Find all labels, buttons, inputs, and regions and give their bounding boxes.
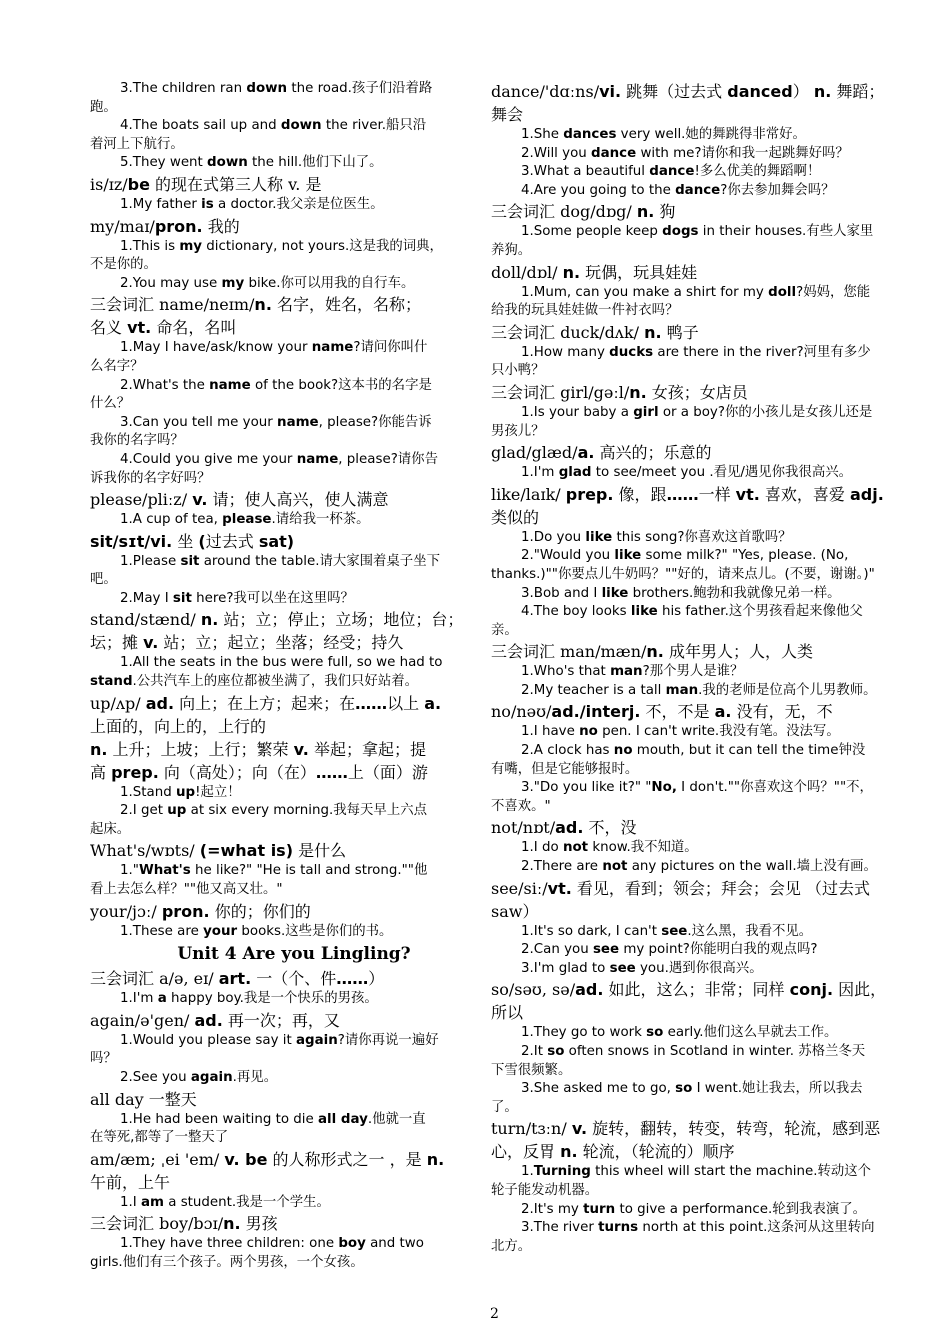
example-sentence: 2.What's the name of the book?这本书的名字是 — [120, 377, 432, 393]
example-sentence: 1.My father is a doctor.我父亲是位医生。 — [120, 196, 384, 212]
example-sentence: 下雪很频繁。 — [491, 1062, 572, 1078]
entry-headword: 午前，上午 — [90, 1172, 171, 1192]
entry-headword: 三会词汇 girl/gəːl/n. 女孩；女店员 — [491, 382, 748, 402]
entry-headword: 三会词汇 a/ə, eɪ/ art. 一（个、件……） — [90, 969, 385, 989]
example-sentence: 2.You may use my bike.你可以用我的自行车。 — [120, 275, 415, 291]
example-sentence: 亲。 — [491, 622, 518, 638]
example-sentence: 有嘴，但是它能够报时。 — [491, 761, 639, 777]
example-sentence: 1.They have three children: one boy and two — [120, 1236, 424, 1252]
example-sentence: 1.This is my dictionary, not yours.这是我的词典， — [120, 238, 443, 254]
example-sentence: 起床。 — [90, 821, 131, 837]
entry-headword: 类似的 — [491, 507, 540, 527]
example-sentence: 2.May I sit here?我可以坐在这里吗？ — [120, 590, 354, 606]
example-sentence: 4.The boats sail up and down the river.船只沿 — [120, 118, 427, 134]
example-sentence: 1.How many ducks are there in the river?河里有多少 — [521, 344, 871, 360]
example-sentence: 1.These are your books.这些是你们的书。 — [120, 923, 393, 939]
example-sentence: 不喜欢。" — [491, 798, 551, 814]
example-sentence: 诉我你的名字好吗？ — [90, 470, 211, 486]
example-sentence: 3.The river turns north at this point.这条河从这里转向 — [521, 1220, 875, 1236]
entry-headword: am/æm; ˌei 'em/ v. be 的人称形式之一 ，是 n. — [90, 1149, 445, 1169]
entry-headword: dance/'dɑːns/vi. 跳舞（过去式 danced） n. 舞蹈； — [491, 82, 885, 101]
example-sentence: 3.The children ran down the road.孩子们沿着路 — [120, 81, 433, 96]
entry-headword: no/nəʊ/ad./interj. 不，不是 a. 没有，无，不 — [491, 702, 833, 722]
entry-headword: 坛；摊 v. 站；立；起立；坐落；经受；持久 — [90, 633, 404, 653]
example-sentence: 男孩儿？ — [491, 423, 545, 439]
entry-headword: 三会词汇 boy/bɔɪ/n. 男孩 — [90, 1214, 278, 1234]
example-sentence: 轮子能发动机器。 — [491, 1182, 599, 1198]
example-sentence: 5.They went down the hill.他们下山了。 — [120, 155, 383, 171]
example-sentence: 1.A cup of tea, please.请给我一杯茶。 — [120, 512, 370, 528]
example-sentence: 2.My teacher is a tall man.我的老师是位高个儿男教师。 — [521, 682, 877, 698]
example-sentence: 4.The boy looks like his father.这个男孩看起来像他父 — [521, 604, 863, 620]
entry-headword: n. 上升；上坡；上行；繁荣 v. 举起；拿起；提 — [90, 739, 426, 759]
entry-headword: 名义 vt. 命名，名叫 — [90, 318, 237, 338]
example-sentence: thanks.)""你要点儿牛奶吗？""好的，请来点儿。(不要，谢谢。)" — [491, 566, 875, 582]
entry-headword: again/ə'gen/ ad. 再一次；再，又 — [90, 1010, 340, 1030]
example-sentence: 2.There are not any pictures on the wall.墙上没有画。 — [521, 859, 877, 875]
example-sentence: 吧。 — [90, 572, 117, 588]
entry-headword: my/maɪ/pron. 我的 — [90, 216, 240, 236]
entry-headword: 舞会 — [491, 105, 524, 124]
example-sentence: 1.May I have/ask/know your name?请问你叫什 — [120, 340, 428, 356]
example-sentence: 2.Will you dance with me?请你和我一起跳舞好吗？ — [521, 145, 849, 161]
entry-headword: 高 prep. 向（高处）；向（在）……上（面）游 — [90, 762, 428, 782]
entry-headword: is/ɪz/be 的现在式第三人称 v. 是 — [90, 174, 322, 194]
example-sentence: 1.Stand up!起立！ — [120, 784, 241, 800]
example-sentence: 在等死,都等了一整天了 — [90, 1130, 229, 1146]
entry-headword: please/pliːz/ v. 请；使人高兴，使人满意 — [90, 490, 389, 510]
example-sentence: 1.Is your baby a girl or a boy?你的小孩儿是女孩儿还是 — [521, 404, 873, 420]
entry-headword: 三会词汇 dog/dɒg/ n. 狗 — [491, 202, 676, 222]
example-sentence: 1.Turning this wheel will start the machine.转动这个 — [521, 1164, 872, 1180]
entry-headword: 三会词汇 duck/dʌk/ n. 鸭子 — [491, 322, 699, 342]
entry-headword: 三会词汇 man/mæn/n. 成年男人；人，人类 — [491, 642, 813, 662]
entry-headword: saw） — [491, 901, 539, 921]
example-sentence: 着河上下航行。 — [90, 136, 184, 152]
example-sentence: 1.I'm a happy boy.我是一个快乐的男孩。 — [120, 991, 378, 1007]
example-sentence: 2.See you again.再见。 — [120, 1070, 278, 1085]
entry-headword: 所以 — [491, 1003, 524, 1023]
example-sentence: 1.I'm glad to see/meet you .看见/遇见你我很高兴。 — [521, 465, 852, 481]
right-column — [491, 80, 887, 1256]
example-sentence: 1.They go to work so early.他们这么早就去工作。 — [521, 1025, 838, 1041]
example-sentence: 2.Can you see my point?你能明白我的观点吗? — [521, 942, 818, 958]
entry-headword: turn/tɜːn/ v. 旋转，翻转，转变，转弯，轮流，感到恶 — [491, 1119, 881, 1139]
entry-headword: so/səʊ, sə/ad. 如此，这么；非常；同样 conj. 因此， — [491, 980, 887, 1000]
example-sentence: 什么？ — [90, 396, 131, 412]
example-sentence: 1.Who's that man?那个男人是谁？ — [521, 664, 744, 680]
entry-headword: see/siː/vt. 看见，看到；领会；拜会；会见 （过去式 — [491, 878, 870, 898]
example-sentence: 1.All the seats in the bus were full, so we had to — [120, 655, 443, 671]
example-sentence: 1.Do you like this song?你喜欢这首歌吗？ — [521, 529, 792, 545]
example-sentence: 么名字？ — [90, 358, 144, 374]
example-sentence: 1.Mum, can you make a shirt for my doll?妈妈，您能 — [521, 284, 871, 300]
example-sentence: 1.I have no pen. I can't write.我没有笔。没法写。 — [521, 724, 840, 740]
example-sentence: 4.Could you give me your name, please?请你告 — [120, 451, 438, 467]
example-sentence: 1.I am a student.我是一个学生。 — [120, 1194, 330, 1210]
example-sentence: 只小鸭？ — [491, 363, 545, 379]
example-sentence: 我你的名字吗？ — [90, 433, 184, 449]
example-sentence: 给我的玩具娃娃做一件衬衣吗？ — [491, 303, 679, 319]
entry-headword: What's/wɒts/ (=what is) 是什么 — [90, 841, 347, 861]
entry-headword: 心，反胃 n. 轮流，（轮流的）顺序 — [491, 1142, 735, 1162]
entry-headword: doll/dɒl/ n. 玩偶，玩具娃娃 — [491, 262, 698, 282]
example-sentence: 看上去怎么样？""他又高又壮。" — [90, 882, 283, 898]
entry-headword: all day 一整天 — [90, 1089, 197, 1109]
example-sentence: 3.Bob and I like brothers.鲍勃和我就像兄弟一样。 — [521, 585, 841, 601]
example-sentence: 1.He had been waiting to die all day.他就一直 — [120, 1111, 426, 1127]
example-sentence: 1.I do not know.我不知道。 — [521, 840, 698, 856]
entry-headword: like/laɪk/ prep. 像，跟……一样 vt. 喜欢，喜爱 adj. — [491, 484, 884, 504]
example-sentence: 1."What's he like?" "He is tall and strong.""他 — [120, 863, 428, 879]
entry-headword: stand/stænd/ n. 站；立；停止；立场；地位；台； — [90, 610, 464, 630]
example-sentence: 2."Would you like some milk?" "Yes, please. (No, — [521, 548, 849, 564]
example-sentence: 北方。 — [491, 1238, 532, 1254]
unit-heading: Unit 4 Are you Lingling? — [177, 944, 411, 965]
entry-headword: up/ʌp/ ad. 向上；在上方；起来；在……以上 a. — [90, 693, 442, 713]
entry-headword: glad/glæd/a. 高兴的；乐意的 — [491, 443, 712, 463]
left-column — [90, 80, 464, 1273]
example-sentence: 2.I get up at six every morning.我每天早上六点 — [120, 803, 427, 819]
example-sentence: 2.It so often snows in Scotland in winter. 苏格兰冬天 — [521, 1044, 866, 1059]
example-sentence: 3.She asked me to go, so I went.她让我去，所以我去 — [521, 1081, 863, 1097]
example-sentence: 3."Do you like it?" "No, I don't.""你喜欢这个吗？""不， — [521, 780, 873, 796]
example-sentence: 3.I'm glad to see you.遇到你很高兴。 — [521, 960, 763, 976]
entry-headword: 三会词汇 name/neɪm/n. 名字，姓名，名称； — [90, 295, 421, 315]
example-sentence: stand.公共汽车上的座位都被坐满了，我们只好站着。 — [90, 674, 418, 690]
example-sentence: 2.It's my turn to give a performance.轮到我表演了。 — [521, 1201, 867, 1217]
entry-headword: 上面的，向上的，上行的 — [90, 716, 267, 736]
entry-headword: sit/sɪt/vi. 坐 (过去式 sat) — [90, 531, 295, 551]
example-sentence: 3.What a beautiful dance!多么优美的舞蹈啊！ — [521, 164, 821, 180]
example-sentence: 1.Would you please say it again?请你再说一遍好 — [120, 1032, 439, 1048]
entry-headword: not/nɒt/ad. 不，没 — [491, 818, 637, 838]
example-sentence: 1.She dances very well.她的舞跳得非常好。 — [521, 127, 806, 142]
example-sentence: 2.A clock has no mouth, but it can tell the time钟没 — [521, 743, 866, 759]
example-sentence: 不是你的。 — [90, 257, 157, 273]
example-sentence: 4.Are you going to the dance?你去参加舞会吗？ — [521, 182, 835, 198]
example-sentence: 1.It's so dark, I can't see.这么黑，我看不见。 — [521, 923, 813, 939]
entry-headword: your/jɔː/ pron. 你的；你们的 — [90, 901, 311, 921]
example-sentence: 吗？ — [90, 1051, 117, 1067]
example-sentence: 了。 — [491, 1099, 518, 1115]
example-sentence: 1.Please sit around the table.请大家围着桌子坐下 — [120, 553, 440, 569]
example-sentence: 3.Can you tell me your name, please?你能告诉 — [120, 414, 432, 430]
example-sentence: 养狗。 — [491, 242, 532, 258]
page-number: 2 — [490, 1306, 499, 1322]
example-sentence: 跑。 — [90, 99, 117, 115]
example-sentence: girls.他们有三个孩子。两个男孩，一个女孩。 — [90, 1254, 364, 1270]
example-sentence: 1.Some people keep dogs in their houses.有些人家里 — [521, 224, 874, 240]
